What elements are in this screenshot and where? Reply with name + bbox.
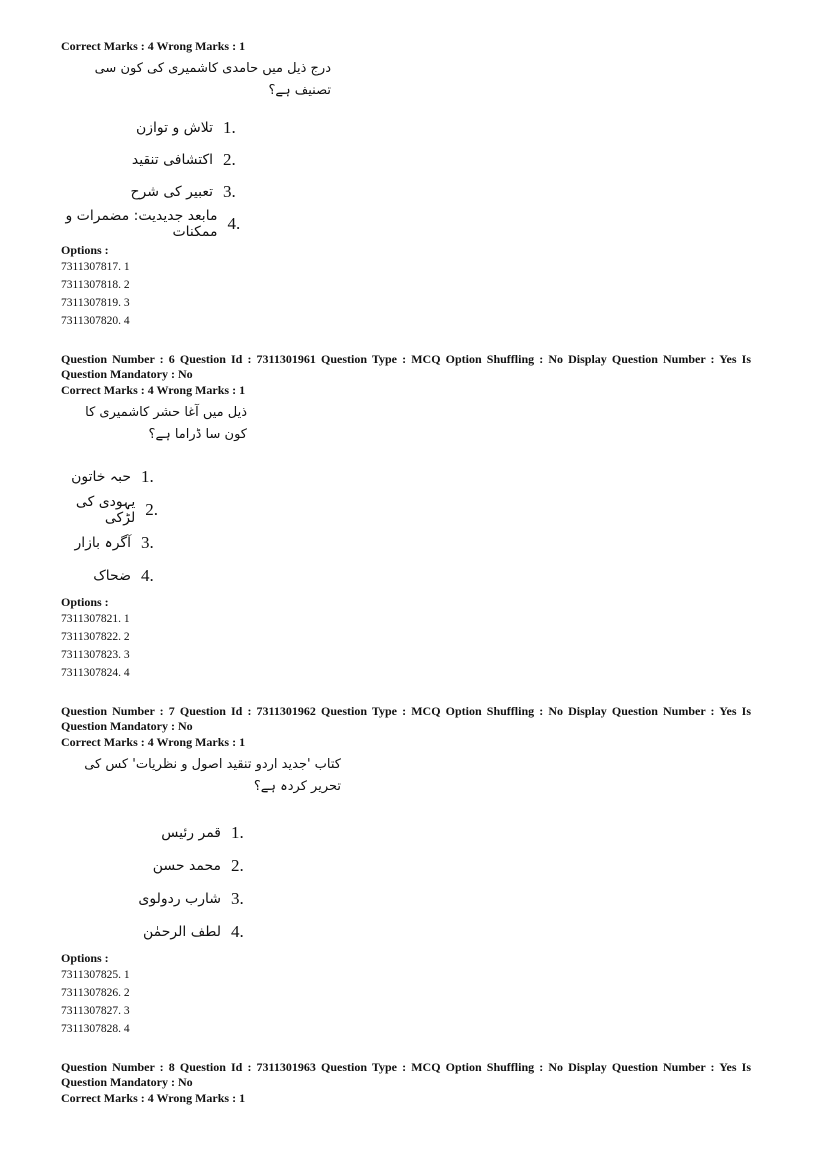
question-meta: Question Number : 7 Question Id : 7311301962 Question Type : MCQ Option Shuffling : No Display Question Number : Yes Is Question Mandatory : No bbox=[61, 704, 751, 733]
option-id: 7311307825. 1 bbox=[61, 969, 130, 981]
option-id: 7311307827. 3 bbox=[61, 1005, 130, 1017]
options-label: Options : bbox=[61, 595, 109, 609]
question-6 bbox=[61, 352, 751, 682]
choice-4: مابعد جدیدیت: مضمرات و ممکنات 4. bbox=[65, 208, 241, 240]
choice-1: حبہ خاتون 1. bbox=[71, 466, 154, 486]
option-id: 7311307821. 1 bbox=[61, 613, 130, 625]
option-id: 7311307823. 3 bbox=[61, 649, 130, 661]
question-text: کتاب 'جدید اردو تنقید اصول و نظریات' کس کی تحریر کردہ ہے؟ bbox=[84, 757, 341, 794]
choice-4: لطف الرحمٰن 4. bbox=[143, 921, 244, 941]
choice-1: تلاش و توازن 1. bbox=[135, 118, 236, 137]
choice-3: شارب ردولوی 3. bbox=[138, 888, 244, 908]
choice-2: اکتشافی تنقید 2. bbox=[131, 150, 236, 169]
option-id: 7311307826. 2 bbox=[61, 987, 130, 999]
document-page bbox=[61, 38, 751, 1128]
options-label: Options : bbox=[61, 243, 109, 257]
question-text: درج ذیل میں حامدی کاشمیری کی کون سی تصنیف ہے؟ bbox=[94, 61, 331, 98]
answer-choices bbox=[61, 460, 161, 592]
option-id: 7311307822. 2 bbox=[61, 631, 130, 643]
marks-line: Correct Marks : 4 Wrong Marks : 1 bbox=[61, 39, 246, 53]
options-label: Options : bbox=[61, 951, 109, 965]
question-meta: Question Number : 6 Question Id : 7311301961 Question Type : MCQ Option Shuffling : No Display Question Number : Yes Is Question Mandatory : No bbox=[61, 352, 751, 381]
marks-line: Correct Marks : 4 Wrong Marks : 1 bbox=[61, 383, 246, 397]
question-8 bbox=[61, 1060, 751, 1106]
question-meta: Question Number : 8 Question Id : 7311301963 Question Type : MCQ Option Shuffling : No Display Question Number : Yes Is Question Mandatory : No bbox=[61, 1060, 751, 1089]
choice-3: آگرہ بازار 3. bbox=[74, 532, 154, 552]
question-7 bbox=[61, 704, 751, 1038]
option-id: 7311307824. 4 bbox=[61, 667, 130, 679]
option-id: 7311307828. 4 bbox=[61, 1023, 130, 1035]
choice-1: قمر رئیس 1. bbox=[161, 822, 244, 842]
option-id: 7311307817. 1 bbox=[61, 261, 130, 273]
choice-4: ضحاک 4. bbox=[93, 565, 154, 585]
choice-2: یہودی کی لڑکی 2. bbox=[75, 493, 158, 526]
choice-2: محمد حسن 2. bbox=[152, 855, 244, 875]
answer-choices bbox=[61, 112, 243, 240]
option-id: 7311307818. 2 bbox=[61, 279, 130, 291]
option-id: 7311307819. 3 bbox=[61, 297, 130, 309]
marks-line: Correct Marks : 4 Wrong Marks : 1 bbox=[61, 735, 246, 749]
option-id: 7311307820. 4 bbox=[61, 315, 130, 327]
question-5 bbox=[61, 38, 751, 330]
marks-line: Correct Marks : 4 Wrong Marks : 1 bbox=[61, 1091, 246, 1105]
question-text: ذیل میں آغا حشر کاشمیری کا کون سا ڈراما ہے؟ bbox=[85, 405, 247, 442]
choice-3: تعبیر کی شرح 3. bbox=[130, 182, 236, 201]
answer-choices bbox=[61, 816, 251, 948]
